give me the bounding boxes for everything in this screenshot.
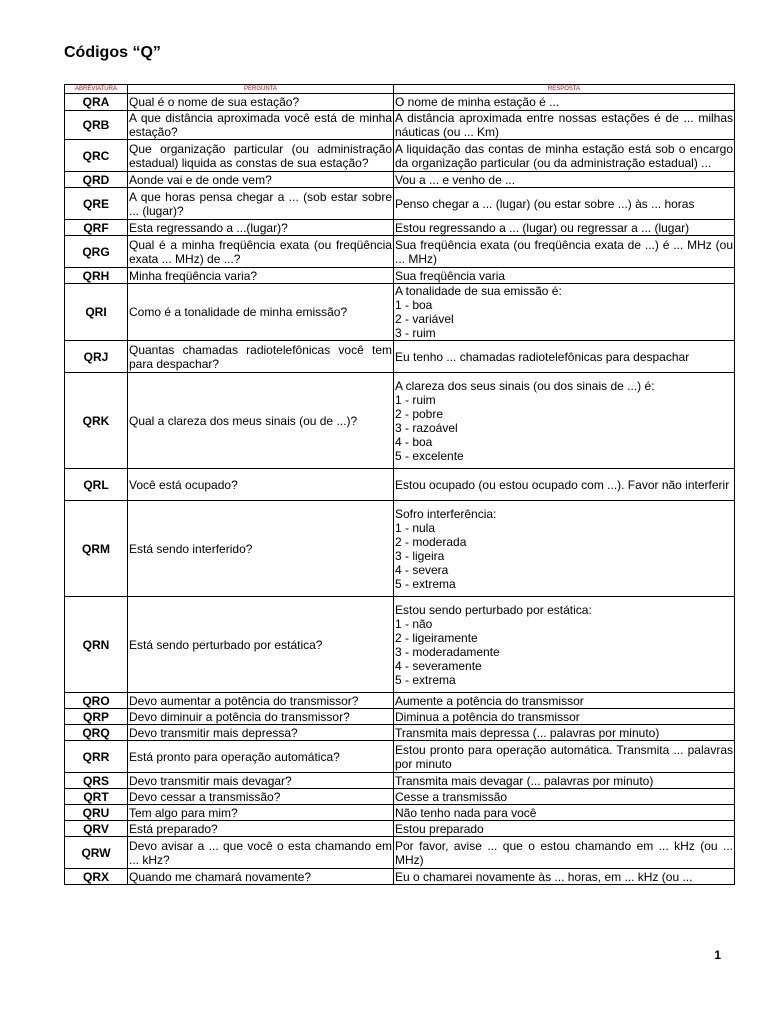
- answer-text: Diminua a potência do transmissor: [395, 709, 580, 724]
- table-row: [65, 501, 735, 597]
- table-row: [65, 140, 735, 172]
- question-cell: Devo transmitir mais depressa?: [128, 725, 394, 741]
- answer-cell: [394, 821, 735, 837]
- q-code: QRM: [65, 501, 128, 597]
- answer-cell: [394, 188, 735, 220]
- answer-cell: [394, 111, 735, 140]
- table-row: [65, 220, 735, 236]
- answer-option: 3 - ligeira: [395, 548, 445, 563]
- answer-text: Eu tenho ... chamadas radiotelefônicas para despachar: [395, 349, 690, 364]
- q-code: QRJ: [65, 341, 128, 373]
- answer-text: Estou sendo perturbado por estática:: [395, 602, 592, 617]
- answer-cell: [394, 869, 735, 885]
- question-cell: Devo cessar a transmissão?: [128, 789, 394, 805]
- answer-cell: [394, 94, 735, 111]
- answer-text: Sua freqüência exata (ou freqüência exata de ...) é ... MHz (ou ... MHz): [395, 237, 733, 266]
- table-row: [65, 236, 735, 268]
- table-row: [65, 597, 735, 693]
- answer-cell: [394, 501, 735, 597]
- q-code: QRT: [65, 789, 128, 805]
- table-header-row: [65, 85, 735, 94]
- answer-cell: [394, 597, 735, 693]
- question-cell: Está preparado?: [128, 821, 394, 837]
- table-row: [65, 469, 735, 501]
- question-cell: Você está ocupado?: [128, 469, 394, 501]
- q-code: QRV: [65, 821, 128, 837]
- question-cell: Está pronto para operação automática?: [128, 741, 394, 773]
- question-cell: Aonde vai e de onde vem?: [128, 172, 394, 188]
- q-code: QRD: [65, 172, 128, 188]
- answer-text: Não tenho nada para você: [395, 805, 537, 820]
- question-cell: Devo aumentar a potência do transmissor?: [128, 693, 394, 709]
- question-cell: Devo transmitir mais devagar?: [128, 773, 394, 789]
- answer-option: 4 - boa: [395, 434, 433, 449]
- q-code: QRI: [65, 284, 128, 341]
- answer-text: Aumente a potência do transmissor: [395, 693, 584, 708]
- q-codes-table: [64, 84, 735, 885]
- table-row: [65, 709, 735, 725]
- table-row: [65, 188, 735, 220]
- answer-cell: [394, 268, 735, 284]
- table-body: [65, 94, 735, 885]
- table-row: [65, 869, 735, 885]
- table-row: [65, 773, 735, 789]
- answer-text: Estou preparado: [395, 821, 484, 836]
- q-code: QRX: [65, 869, 128, 885]
- answer-option: 2 - variável: [395, 312, 454, 326]
- answer-text: Por favor, avise ... que o estou chamando em ... kHz (ou ... MHz): [395, 838, 733, 867]
- q-code: QRO: [65, 693, 128, 709]
- header-abreviatura: ABREVIATURA: [65, 85, 128, 94]
- q-code: QRH: [65, 268, 128, 284]
- answer-cell: [394, 469, 735, 501]
- table-row: [65, 693, 735, 709]
- q-code: QRK: [65, 373, 128, 469]
- question-cell: Está sendo perturbado por estática?: [128, 597, 394, 693]
- answer-text: Sofro interferência:: [395, 506, 497, 521]
- answer-cell: [394, 709, 735, 725]
- answer-cell: [394, 236, 735, 268]
- answer-cell: [394, 773, 735, 789]
- question-cell: Minha freqüência varia?: [128, 268, 394, 284]
- answer-text: A tonalidade de sua emissão é:: [395, 284, 562, 298]
- answer-cell: [394, 741, 735, 773]
- answer-option: 5 - excelente: [395, 448, 464, 463]
- question-cell: Que organização particular (ou administração estadual) liquida as constas de sua estação?: [129, 141, 392, 170]
- answer-option: 2 - pobre: [395, 406, 444, 421]
- answer-text: Vou a ... e venho de ...: [395, 172, 516, 187]
- answer-text: Cesse a transmissão: [395, 789, 508, 804]
- answer-text: A liquidação das contas de minha estação está sob o encargo da organização particular (ou da administração estadual) ...: [395, 141, 733, 170]
- q-code: QRB: [65, 111, 128, 140]
- q-code: QRC: [65, 140, 128, 172]
- table-row: [65, 725, 735, 741]
- answer-cell: [394, 140, 735, 172]
- header-resposta: RESPOSTA: [394, 85, 735, 94]
- answer-option: 3 - ruim: [395, 326, 436, 340]
- q-code: QRE: [65, 188, 128, 220]
- question-cell: Devo avisar a ... que você o esta chamando em ... kHz?: [129, 838, 392, 867]
- answer-option: 1 - ruim: [395, 392, 436, 407]
- answer-text: Estou ocupado (ou estou ocupado com ...). Favor não interferir: [395, 477, 730, 492]
- answer-cell: [394, 805, 735, 821]
- q-code: QRG: [65, 236, 128, 268]
- q-code: QRR: [65, 741, 128, 773]
- answer-text: O nome de minha estação é ...: [395, 95, 560, 109]
- answer-option: 2 - ligeiramente: [395, 630, 478, 645]
- table-row: [65, 172, 735, 188]
- table-row: [65, 94, 735, 111]
- table-row: [65, 741, 735, 773]
- answer-cell: [394, 220, 735, 236]
- question-cell: Quando me chamará novamente?: [128, 869, 394, 885]
- question-cell: A que horas pensa chegar a ... (sob estar sobre ... (lugar)?: [129, 189, 392, 218]
- answer-option: 1 - boa: [395, 298, 433, 312]
- question-cell: Qual é a minha freqüência exata (ou freqüência exata ... MHz) de ...?: [129, 237, 392, 266]
- question-cell: Quantas chamadas radiotelefônicas você tem para despachar?: [129, 342, 392, 371]
- q-code: QRN: [65, 597, 128, 693]
- page-title: Códigos “Q”: [64, 44, 161, 61]
- answer-cell: [394, 284, 735, 341]
- table-row: [65, 789, 735, 805]
- q-code: QRF: [65, 220, 128, 236]
- table-row: [65, 268, 735, 284]
- q-code: QRU: [65, 805, 128, 821]
- answer-text: Transmita mais depressa (... palavras por minuto): [395, 725, 660, 740]
- table-row: [65, 821, 735, 837]
- answer-text: Eu o chamarei novamente às ... horas, em ... kHz (ou ...: [395, 869, 693, 884]
- answer-option: 5 - extrema: [395, 576, 456, 591]
- answer-option: 4 - severamente: [395, 658, 482, 673]
- answer-option: 1 - não: [395, 616, 433, 631]
- answer-cell: [394, 693, 735, 709]
- answer-text: A clareza dos seus sinais (ou dos sinais de ...) é:: [395, 378, 655, 393]
- q-code: QRP: [65, 709, 128, 725]
- answer-text: A distância aproximada entre nossas estações é de ... milhas náuticas (ou ... Km): [395, 111, 733, 139]
- q-code: QRL: [65, 469, 128, 501]
- table-row: [65, 805, 735, 821]
- table-row: [65, 373, 735, 469]
- question-cell: Qual é o nome de sua estação?: [128, 94, 394, 111]
- answer-text: Estou regressando a ... (lugar) ou regressar a ... (lugar): [395, 220, 690, 235]
- answer-cell: [394, 172, 735, 188]
- table-row: [65, 837, 735, 869]
- answer-option: 5 - extrema: [395, 672, 456, 687]
- question-cell: Tem algo para mim?: [128, 805, 394, 821]
- answer-option: 2 - moderada: [395, 534, 467, 549]
- answer-text: Sua freqüência varia: [395, 268, 506, 283]
- question-cell: Devo diminuir a potência do transmissor?: [128, 709, 394, 725]
- answer-cell: [394, 341, 735, 373]
- table-row: [65, 284, 735, 341]
- question-cell: Está sendo interferido?: [128, 501, 394, 597]
- q-code: QRA: [65, 94, 128, 111]
- header-pergunta: PERGUNTA: [128, 85, 394, 94]
- question-cell: Esta regressando a ...(lugar)?: [128, 220, 394, 236]
- question-cell: Como é a tonalidade de minha emissão?: [128, 284, 394, 341]
- answer-text: Estou pronto para operação automática. Transmita ... palavras por minuto: [395, 742, 733, 771]
- answer-cell: [394, 373, 735, 469]
- answer-cell: [394, 789, 735, 805]
- answer-option: 3 - moderadamente: [395, 644, 500, 659]
- q-code: QRS: [65, 773, 128, 789]
- answer-cell: [394, 837, 735, 869]
- table-row: [65, 111, 735, 140]
- answer-option: 4 - severa: [395, 562, 449, 577]
- answer-option: 1 - nula: [395, 520, 436, 535]
- answer-cell: [394, 725, 735, 741]
- q-code: QRQ: [65, 725, 128, 741]
- table-row: [65, 341, 735, 373]
- page-number: 1: [714, 948, 721, 962]
- answer-text: Transmita mais devagar (... palavras por minuto): [395, 773, 654, 788]
- answer-option: 3 - razoável: [395, 420, 458, 435]
- answer-text: Penso chegar a ... (lugar) (ou estar sobre ...) às ... horas: [395, 196, 695, 211]
- question-cell: Qual a clareza dos meus sinais (ou de ...)?: [128, 373, 394, 469]
- question-cell: A que distância aproximada você está de minha estação?: [129, 111, 392, 139]
- q-code: QRW: [65, 837, 128, 869]
